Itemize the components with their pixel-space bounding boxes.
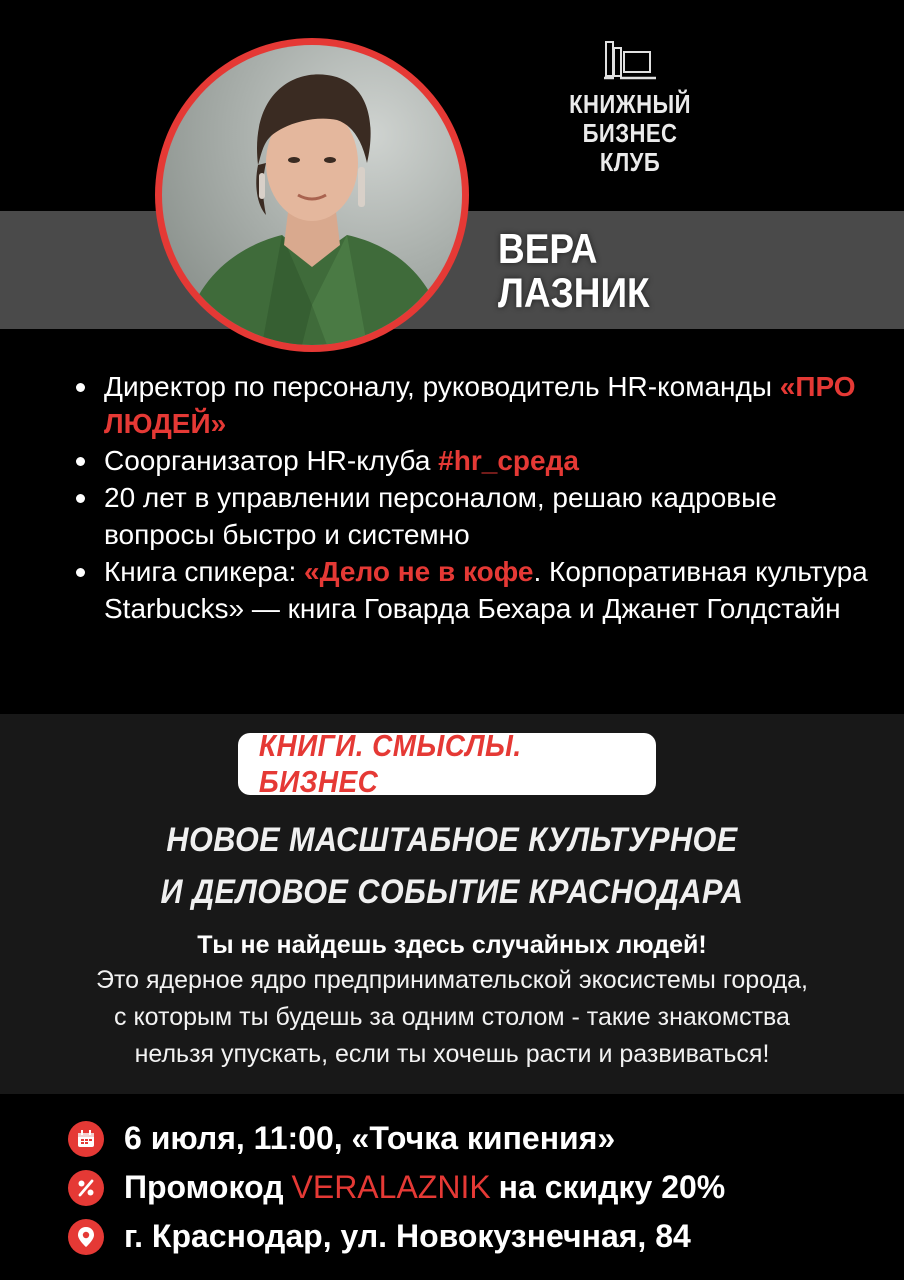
promo-code: VERALAZNIK: [291, 1169, 491, 1205]
speaker-photo-frame: [155, 38, 469, 352]
percent-icon: [68, 1170, 104, 1206]
club-logo: [540, 38, 720, 188]
bio-item-text: Директор по персоналу, руководитель HR-команды: [104, 371, 780, 402]
bio-item-highlight: #hr_среда: [438, 445, 579, 476]
bio-item-highlight: «ПРО ЛЮДЕЙ»: [104, 371, 856, 439]
bio-item: [72, 553, 872, 627]
event-tagline: Ты не найдешь здесь случайных людей!: [197, 931, 707, 959]
speaker-first-name: ВЕРА: [498, 225, 598, 272]
bio-item-text: Соорганизатор HR-клуба: [104, 445, 439, 476]
logo-line-2: БИЗНЕС: [582, 118, 678, 148]
books-laptop-icon: [600, 38, 660, 84]
info-date-text: 6 июля, 11:00, «Точка кипения»: [124, 1120, 616, 1156]
bio-item-text: 20 лет в управлении персоналом, решаю кадровые вопросы быстро и системно: [104, 482, 777, 550]
calendar-icon: [68, 1121, 104, 1157]
logo-line-1: КНИЖНЫЙ: [569, 89, 691, 119]
event-badge-label: КНИГИ. СМЫСЛЫ. БИЗНЕС: [258, 728, 522, 799]
event-description: [40, 962, 864, 1073]
speaker-bio-list: [72, 368, 872, 627]
desc-line-1: Это ядерное ядро предпринимательской экосистемы города,: [95, 966, 809, 994]
info-address-row: [68, 1212, 888, 1261]
promo-label: Промокод: [124, 1169, 284, 1205]
bio-item: [72, 479, 872, 553]
speaker-photo: [162, 45, 462, 345]
event-info: [68, 1114, 888, 1261]
speaker-last-name: ЛАЗНИК: [498, 269, 650, 316]
location-pin-icon: [68, 1219, 104, 1255]
event-badge: [238, 728, 656, 799]
headline-line-1: НОВОЕ МАСШТАБНОЕ КУЛЬТУРНОЕ: [166, 821, 738, 859]
bio-item: [72, 442, 872, 479]
headline-line-2: И ДЕЛОВОЕ СОБЫТИЕ КРАСНОДАРА: [160, 873, 744, 911]
speaker-name: [498, 227, 650, 315]
desc-line-3: нельзя упускать, если ты хочешь расти и развиваться!: [134, 1040, 770, 1068]
info-promo-row: [68, 1163, 888, 1212]
info-date-row: [68, 1114, 888, 1163]
bio-item-highlight: «Дело не в кофе: [304, 556, 534, 587]
desc-line-2: с которым ты будешь за одним столом - такие знакомства: [114, 1003, 790, 1031]
logo-line-3: КЛУБ: [599, 147, 661, 177]
bio-item: [72, 368, 872, 442]
event-headline: [0, 814, 904, 918]
bio-item-text: Книга спикера:: [104, 556, 305, 587]
bio-item-text-after: . Корпоративная культура Starbucks» — книга Говарда Бехара и Джанет Голдстайн: [104, 556, 868, 624]
promo-discount: на скидку 20%: [498, 1169, 726, 1205]
info-address-text: г. Краснодар, ул. Новокузнечная, 84: [124, 1218, 691, 1254]
